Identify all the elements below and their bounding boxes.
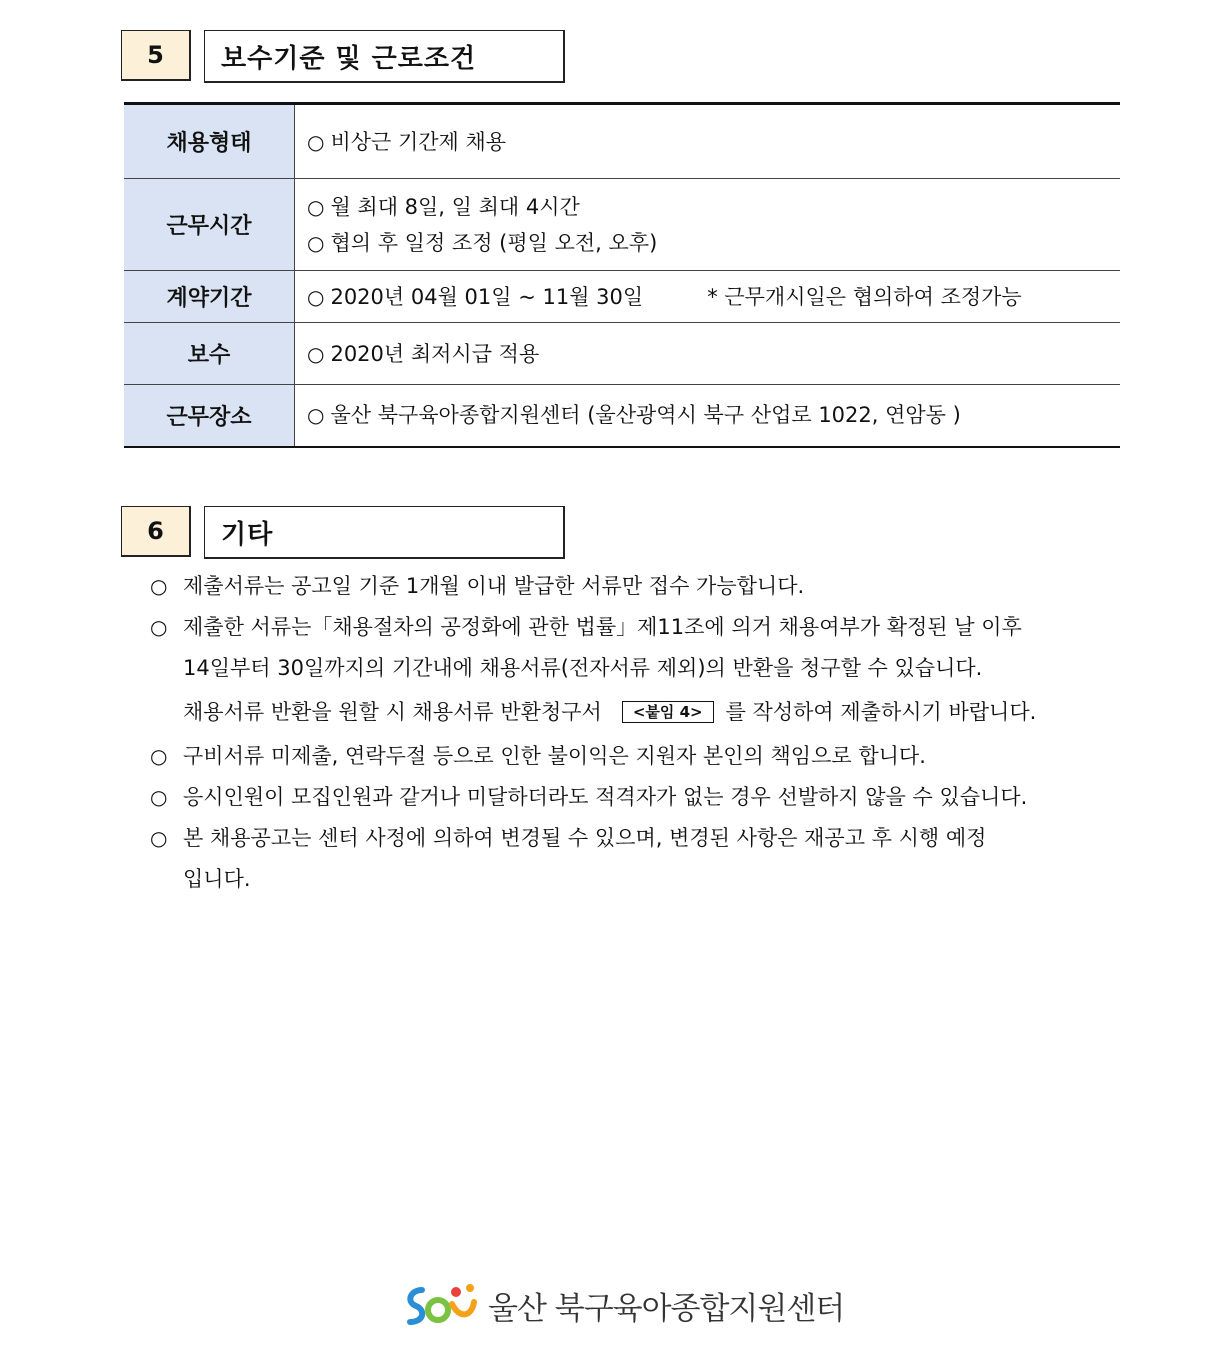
item-text: 응시인원이 모집인원과 같거나 미달하더라도 적격자가 없는 경우 선발하지 않을 수 있습니다. xyxy=(183,785,1028,809)
value-text: 협의 후 일정 조정 (평일 오전, 오후) xyxy=(330,230,658,255)
list-item xyxy=(150,818,1130,859)
row-value xyxy=(295,323,1121,385)
center-logo-icon xyxy=(400,1280,480,1330)
list-item xyxy=(150,607,1130,648)
table-row xyxy=(124,323,1120,385)
list-item-continuation: 입니다. xyxy=(183,867,251,891)
list-item xyxy=(150,777,1130,818)
list-item-continuation xyxy=(150,689,1130,736)
section-5-title: 보수기준 및 근로조건 xyxy=(204,30,565,83)
circle-bullet-icon: ○ xyxy=(150,615,168,639)
list-item xyxy=(150,566,1130,607)
value-text: 비상근 기간제 채용 xyxy=(330,129,507,154)
row-label-contract-period: 계약기간 xyxy=(124,271,295,323)
table-row xyxy=(124,179,1120,271)
misc-list xyxy=(150,566,1130,900)
circle-bullet-icon: ○ xyxy=(150,744,168,768)
row-label-work-hours: 근무시간 xyxy=(124,179,295,271)
item-text: 구비서류 미제출, 연락두절 등으로 인한 불이익은 지원자 본인의 책임으로 합니다. xyxy=(183,744,926,768)
table-row xyxy=(124,104,1120,179)
attachment-badge: <붙임 4> xyxy=(622,701,714,723)
circle-bullet-icon: ○ xyxy=(150,826,168,850)
circle-bullet-icon: ○ xyxy=(307,129,325,154)
item-text: 제출한 서류는「채용절차의 공정화에 관한 법률」제11조에 의거 채용여부가 확정된 날 이후 xyxy=(183,615,1022,639)
section-5-number: 5 xyxy=(121,30,191,81)
row-label-employment-type: 채용형태 xyxy=(124,104,295,179)
row-label-pay: 보수 xyxy=(124,323,295,385)
row-label-work-place: 근무장소 xyxy=(124,385,295,447)
circle-bullet-icon: ○ xyxy=(307,284,325,309)
circle-bullet-icon: ○ xyxy=(307,403,325,428)
table-row xyxy=(124,385,1120,447)
conditions-table xyxy=(124,102,1120,448)
item-text: 제출서류는 공고일 기준 1개월 이내 발급한 서류만 접수 가능합니다. xyxy=(183,574,805,598)
circle-bullet-icon: ○ xyxy=(307,194,325,219)
section-6-title: 기타 xyxy=(204,506,565,559)
circle-bullet-icon: ○ xyxy=(150,785,168,809)
item-text: 채용서류 반환을 원할 시 채용서류 반환청구서 xyxy=(183,700,602,724)
row-value xyxy=(295,104,1121,179)
table-row xyxy=(124,271,1120,323)
circle-bullet-icon: ○ xyxy=(150,574,168,598)
org-name: 울산 북구육아종합지원센터 xyxy=(488,1290,845,1327)
value-text: 월 최대 8일, 일 최대 4시간 xyxy=(330,194,580,219)
item-text: 본 채용공고는 센터 사정에 의하여 변경될 수 있으며, 변경된 사항은 재공고 후 시행 예정 xyxy=(183,826,987,850)
footer-logo xyxy=(400,1280,844,1330)
row-value xyxy=(295,385,1121,447)
circle-bullet-icon: ○ xyxy=(307,341,325,366)
section-5-header xyxy=(121,30,565,83)
circle-bullet-icon: ○ xyxy=(307,230,325,255)
value-text: 울산 북구육아종합지원센터 (울산광역시 북구 산업로 1022, 연암동 ) xyxy=(330,403,961,428)
section-6-number: 6 xyxy=(121,506,191,557)
value-text: 2020년 최저시급 적용 xyxy=(330,341,540,366)
contract-note: * 근무개시일은 협의하여 조정가능 xyxy=(707,284,1022,309)
list-item xyxy=(150,736,1130,777)
section-6-header xyxy=(121,506,565,559)
item-text: 를 작성하여 제출하시기 바랍니다. xyxy=(725,700,1037,724)
value-text: 2020년 04월 01일 ~ 11월 30일 xyxy=(330,284,644,309)
row-value xyxy=(295,271,1121,323)
list-item-continuation: 14일부터 30일까지의 기간내에 채용서류(전자서류 제외)의 반환을 청구할 수 있습니다. xyxy=(183,656,983,680)
row-value xyxy=(295,179,1121,271)
